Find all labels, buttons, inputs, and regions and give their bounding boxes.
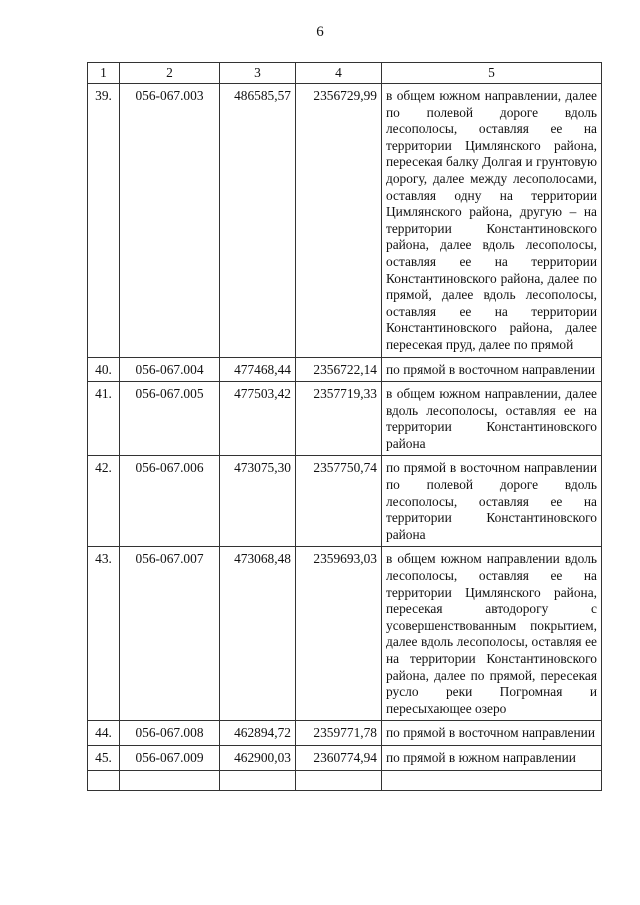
row-number: 41.: [88, 382, 120, 456]
point-code: 056-067.006: [120, 456, 220, 547]
coordinate-x: 486585,57: [220, 84, 296, 358]
coordinate-y: 2356729,99: [296, 84, 382, 358]
boundary-description: в общем южном направлении, далее по полевой дороге вдоль лесополосы, оставляя ее на территории Цимлянского района, пересекая балку Долгая и грунтовую дорогу, далее между лесополосами, оставляя одну на территории Цимлянского района, другую – на территории Константиновского района, далее вдоль лесополосы, оставляя ее на территории Константиновского района, далее по прямой, далее вдоль лесополосы, оставляя ее на территории Константиновского района, далее пересекая пруд, далее по прямой: [382, 84, 602, 358]
table-row: [88, 745, 602, 770]
boundary-description: в общем южном направлении, далее вдоль лесополосы, оставляя ее на территории Константиновского района: [382, 382, 602, 456]
coordinate-y: 2357750,74: [296, 456, 382, 547]
coordinate-y: 2359693,03: [296, 547, 382, 721]
coordinate-x: 477468,44: [220, 357, 296, 382]
table-row: [88, 382, 602, 456]
table-header-row: [88, 63, 602, 84]
boundary-description: в общем южном направлении вдоль лесополосы, оставляя ее на территории Цимлянского района, пересекая автодорогу с усовершенствованным покрытием, далее вдоль лесополосы, оставляя ее на территории Константиновского района, далее по прямой, пересекая русло реки Погромная и пересыхающее озеро: [382, 547, 602, 721]
column-header-1: 1: [88, 63, 120, 84]
point-code: 056-067.004: [120, 357, 220, 382]
coordinate-x: 473068,48: [220, 547, 296, 721]
coordinate-x: 477503,42: [220, 382, 296, 456]
column-header-2: 2: [120, 63, 220, 84]
boundary-description: по прямой в восточном направлении: [382, 357, 602, 382]
column-header-3: 3: [220, 63, 296, 84]
point-code: 056-067.009: [120, 745, 220, 770]
coordinate-y: 2357719,33: [296, 382, 382, 456]
boundary-description: по прямой в восточном направлении по полевой дороге вдоль лесополосы, оставляя ее на территории Константиновского района: [382, 456, 602, 547]
point-code: 056-067.008: [120, 721, 220, 746]
row-number: 45.: [88, 745, 120, 770]
table-row: [88, 547, 602, 721]
row-number: 39.: [88, 84, 120, 358]
table-row: [88, 84, 602, 358]
boundary-points-table: [87, 62, 602, 791]
coordinate-y: 2359771,78: [296, 721, 382, 746]
row-number: 40.: [88, 357, 120, 382]
page-number: 6: [316, 24, 324, 40]
boundary-description: по прямой в южном направлении: [382, 745, 602, 770]
row-number: 44.: [88, 721, 120, 746]
table-row: [88, 721, 602, 746]
coordinate-x: 462894,72: [220, 721, 296, 746]
table-row: [88, 357, 602, 382]
table-row: [88, 456, 602, 547]
point-code: 056-067.005: [120, 382, 220, 456]
coordinate-y: 2356722,14: [296, 357, 382, 382]
row-number: 43.: [88, 547, 120, 721]
boundary-description: по прямой в восточном направлении: [382, 721, 602, 746]
row-number: 42.: [88, 456, 120, 547]
coordinate-x: 462900,03: [220, 745, 296, 770]
coordinate-y: 2360774,94: [296, 745, 382, 770]
point-code: 056-067.003: [120, 84, 220, 358]
point-code: 056-067.007: [120, 547, 220, 721]
column-header-5: 5: [382, 63, 602, 84]
coordinate-x: 473075,30: [220, 456, 296, 547]
column-header-4: 4: [296, 63, 382, 84]
table-continuation: [88, 770, 602, 790]
